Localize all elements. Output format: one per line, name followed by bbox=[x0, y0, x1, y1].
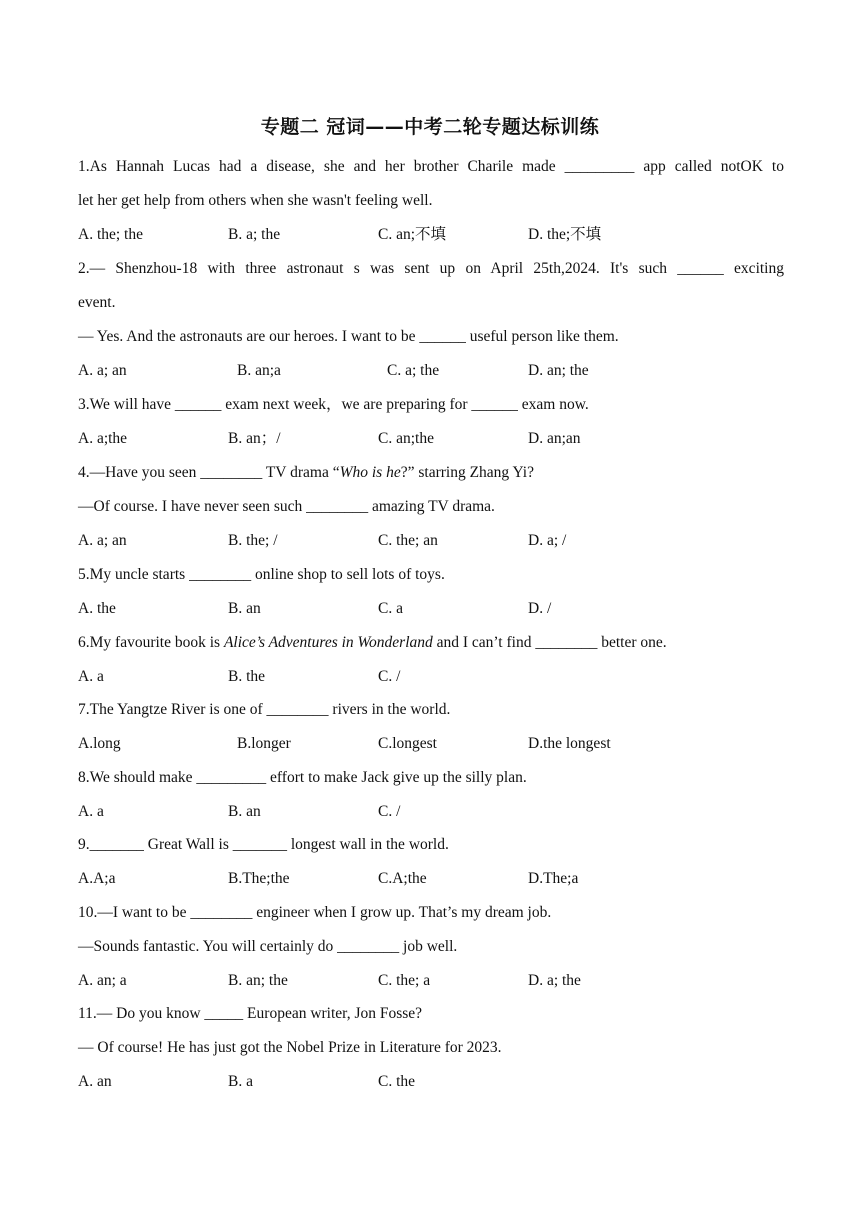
option-c: C. a bbox=[378, 600, 403, 617]
question-1-line-2: let her get help from others when she wasn't feeling well. bbox=[78, 192, 433, 209]
question-10-options bbox=[78, 971, 784, 991]
question-11-line-1: 11.— Do you know _____ European writer, Jon Fosse? bbox=[78, 1005, 423, 1022]
question-2-line-2: event. bbox=[78, 294, 116, 311]
question-7-options bbox=[78, 734, 784, 754]
question-6-line-1 bbox=[78, 633, 784, 653]
question-6-book-title: Alice’s Adventures in Wonderland bbox=[223, 634, 433, 651]
option-b: B. an bbox=[228, 600, 261, 617]
option-d: D.the longest bbox=[528, 735, 611, 752]
option-a: A. a; an bbox=[78, 532, 127, 549]
option-c: C. / bbox=[378, 803, 401, 820]
option-b: B. an;a bbox=[237, 362, 281, 379]
question-10-line-2: —Sounds fantastic. You will certainly do ________ job well. bbox=[78, 938, 458, 955]
option-c: C.A;the bbox=[378, 870, 427, 887]
option-b: B. an；/ bbox=[228, 430, 281, 447]
question-8-line-1: 8.We should make _________ effort to make Jack give up the silly plan. bbox=[78, 769, 527, 786]
option-b: B.The;the bbox=[228, 870, 290, 887]
question-7-line-1: 7.The Yangtze River is one of ________ rivers in the world. bbox=[78, 701, 451, 718]
question-4-line-1 bbox=[78, 463, 784, 483]
question-9-options bbox=[78, 869, 784, 889]
question-4-drama-title: Who is he bbox=[339, 464, 401, 481]
option-b: B.longer bbox=[237, 735, 291, 752]
option-a: A. an; a bbox=[78, 972, 127, 989]
question-5-options bbox=[78, 599, 784, 619]
option-d: D. an;an bbox=[528, 430, 581, 447]
question-1-options bbox=[78, 225, 784, 245]
question-11-line-2: — Of course! He has just got the Nobel Prize in Literature for 2023. bbox=[78, 1039, 502, 1056]
option-b: B. a bbox=[228, 1073, 253, 1090]
option-a: A. a bbox=[78, 803, 104, 820]
question-4-line-2: —Of course. I have never seen such ________ amazing TV drama. bbox=[78, 498, 495, 515]
option-c: C. an;the bbox=[378, 430, 434, 447]
option-b: B. an; the bbox=[228, 972, 288, 989]
question-3-options bbox=[78, 429, 784, 449]
option-c: C. an;不填 bbox=[378, 226, 447, 243]
question-11-options bbox=[78, 1072, 784, 1092]
option-d: D.The;a bbox=[528, 870, 579, 887]
option-a: A. a; an bbox=[78, 362, 127, 379]
option-d: D. the;不填 bbox=[528, 226, 602, 243]
option-c: C. / bbox=[378, 668, 401, 685]
option-d: D. a; the bbox=[528, 972, 581, 989]
question-2-line-1: 2.— Shenzhou-18 with three astronaut s was sent up on April 25th,2024. It's such ______ exciting bbox=[78, 260, 784, 277]
question-4-options bbox=[78, 531, 784, 551]
question-2-line-3: — Yes. And the astronauts are our heroes. I want to be ______ useful person like them. bbox=[78, 328, 619, 345]
option-b: B. the; / bbox=[228, 532, 278, 549]
question-3-line-1: 3.We will have ______ exam next week，we are preparing for ______ exam now. bbox=[78, 396, 589, 413]
option-c: C. a; the bbox=[387, 362, 440, 379]
option-a: A. the; the bbox=[78, 226, 143, 243]
option-b: B. a; the bbox=[228, 226, 281, 243]
option-a: A.long bbox=[78, 735, 121, 752]
option-a: A. the bbox=[78, 600, 116, 617]
question-1-line-1: 1.As Hannah Lucas had a disease, she and her brother Charile made _________ app called notOK to bbox=[78, 158, 784, 175]
option-c: C. the bbox=[378, 1073, 416, 1090]
question-6-text-pre: 6.My favourite book is bbox=[78, 634, 224, 651]
option-d: D. a; / bbox=[528, 532, 567, 549]
question-8-options bbox=[78, 802, 784, 822]
option-d: D. / bbox=[528, 600, 552, 617]
option-c: C. the; a bbox=[378, 972, 431, 989]
question-4-text-pre: 4.―Have you seen ________ TV drama “ bbox=[78, 464, 340, 481]
question-4-text-post: ?” starring Zhang Yi? bbox=[400, 464, 534, 481]
option-b: B. the bbox=[228, 668, 266, 685]
option-a: A.A;a bbox=[78, 870, 116, 887]
option-c: C.longest bbox=[378, 735, 437, 752]
option-a: A. a;the bbox=[78, 430, 128, 447]
option-a: A. a bbox=[78, 668, 104, 685]
question-2-options bbox=[78, 361, 784, 381]
question-10-line-1: 10.—I want to be ________ engineer when I grow up. That’s my dream job. bbox=[78, 904, 552, 921]
question-5-line-1: 5.My uncle starts ________ online shop to sell lots of toys. bbox=[78, 566, 445, 583]
page-title: 专题二 冠词——中考二轮专题达标训练 bbox=[260, 116, 600, 138]
option-d: D. an; the bbox=[528, 362, 589, 379]
question-9-line-1: 9._______ Great Wall is _______ longest wall in the world. bbox=[78, 836, 449, 853]
option-a: A. an bbox=[78, 1073, 112, 1090]
option-b: B. an bbox=[228, 803, 261, 820]
option-c: C. the; an bbox=[378, 532, 438, 549]
question-6-text-post: and I can’t find ________ better one. bbox=[432, 634, 667, 651]
question-6-options bbox=[78, 667, 784, 687]
